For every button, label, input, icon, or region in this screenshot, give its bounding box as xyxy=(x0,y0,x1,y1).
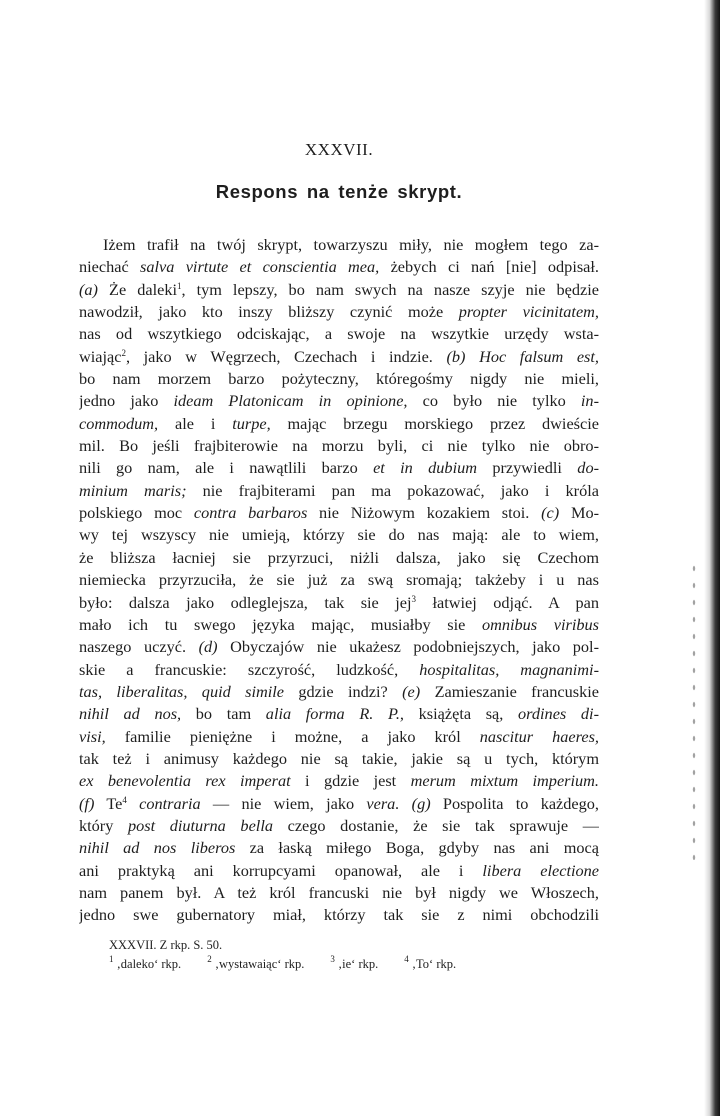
text-line xyxy=(79,457,599,479)
text-run: Pospolita to każdego, xyxy=(430,793,599,813)
text-run: bo tam xyxy=(181,704,266,724)
footnote-source: XXXVII. Z rkp. S. 50. xyxy=(109,938,223,952)
text-run: nawodził, jako kto inszy bliższy czynić może xyxy=(79,302,459,322)
text-line xyxy=(79,435,599,457)
text-run: nas od wszytkiego odciskając, a swoje na wszytkie urzędy wsta- xyxy=(79,324,599,344)
text-line xyxy=(79,748,599,770)
footnote-item xyxy=(109,955,181,974)
text-run: familie pieniężne i możne, a jako król xyxy=(105,726,480,746)
text-run: niemiecka przyrzuciła, że sie już za swą sromają; takżeby i u nas xyxy=(79,570,599,590)
latin-phrase: commodum, xyxy=(79,413,159,433)
footnote-item xyxy=(330,955,378,974)
footnote-number: 4 xyxy=(404,954,409,964)
scan-edge-shadow xyxy=(704,0,720,1116)
text-line xyxy=(79,234,599,256)
text-run: skie a francuskie: szczyrość, ludzkość, xyxy=(79,659,420,679)
text-line xyxy=(79,480,599,502)
footnote-marker: 2 xyxy=(121,347,126,358)
latin-phrase: post diuturna bella xyxy=(127,815,273,835)
text-run: mało ich tu swego języka mając, musiałby sie xyxy=(79,614,482,634)
latin-phrase: visi, xyxy=(79,726,106,746)
latin-phrase: in- xyxy=(580,391,599,411)
footnote-marker: 1 xyxy=(176,280,182,291)
text-line xyxy=(79,502,599,524)
text-run: bo nam morzem barzo pożyteczny, któregośmy nigdy nie mieli, xyxy=(79,369,599,389)
latin-phrase: propter vicinitatem, xyxy=(458,302,599,322)
latin-phrase: et in dubium xyxy=(373,458,477,478)
text-run: jedno jako xyxy=(79,391,174,411)
latin-phrase: hospitalitas, magnanimi- xyxy=(419,659,599,679)
footnote-text: ‚wystawaiąc‘ rkp. xyxy=(211,957,305,971)
text-run: tak też i animusy każdego nie są takie, jakie są u tych, którym xyxy=(79,748,599,768)
text-line xyxy=(79,659,599,681)
footnote-item xyxy=(404,955,456,974)
text-run xyxy=(127,794,139,813)
latin-phrase: (b) Hoc falsum est, xyxy=(446,346,599,366)
text-line xyxy=(79,770,599,792)
text-line xyxy=(79,346,599,368)
text-line xyxy=(79,368,599,390)
latin-phrase: contraria xyxy=(139,793,201,813)
latin-phrase: ordines di- xyxy=(518,704,599,724)
chapter-number: XXXVII. xyxy=(304,140,374,159)
text-run: — nie wiem, jako xyxy=(200,793,367,813)
footnote-number: 3 xyxy=(330,954,335,964)
text-line xyxy=(79,614,599,636)
latin-phrase: libera electione xyxy=(482,860,599,880)
latin-phrase: nihil ad nos, xyxy=(79,704,182,724)
text-line xyxy=(79,815,599,837)
text-run: mil. Bo jeśli frajbiterowie na morzu byli, ci nie tylko nie obro- xyxy=(79,436,599,456)
text-run: że bliższa łacniej sie przyrzuci, niżli dalsza, jako się Czechom xyxy=(79,547,599,567)
text-line xyxy=(79,390,599,412)
text-line xyxy=(79,279,599,301)
footnote-number: 2 xyxy=(207,954,212,964)
text-run: który xyxy=(79,815,128,835)
footnote-marker: 4 xyxy=(122,794,127,805)
text-run: czego dostanie, że sie tak sprawuje — xyxy=(272,815,599,835)
latin-phrase: contra barbaros xyxy=(193,503,308,523)
scan-dust xyxy=(690,560,698,860)
text-run: książęta są, xyxy=(403,704,519,724)
latin-phrase: ex benevolentia rex imperat xyxy=(79,771,291,791)
latin-phrase: merum mixtum imperium. xyxy=(410,771,599,791)
text-run: Mo- xyxy=(559,503,599,523)
text-run: ale i xyxy=(158,413,233,433)
latin-phrase: alia forma R. P., xyxy=(265,704,404,724)
document-title: Respons na tenże skrypt. xyxy=(215,181,463,202)
footnotes xyxy=(109,936,569,974)
text-line xyxy=(79,547,599,569)
text-run: Zamieszanie francuskie xyxy=(420,681,599,701)
latin-phrase: (c) xyxy=(541,503,560,523)
text-run: za łaską miłego Boga, gdyby nas ani mocą xyxy=(235,838,599,858)
text-line xyxy=(79,524,599,546)
footnote-text: ‚ie‘ rkp. xyxy=(334,957,379,971)
text-run: Te xyxy=(94,793,123,813)
text-run: Że daleki xyxy=(97,279,177,299)
text-line xyxy=(79,681,599,703)
text-line xyxy=(79,323,599,345)
latin-phrase: nihil ad nos liberos xyxy=(79,838,236,858)
text-run: nie frajbiterami pan ma pokazować, jako i króla xyxy=(186,480,599,500)
latin-phrase: (f) xyxy=(79,793,95,813)
text-run: łatwiej odjąć. A pan xyxy=(416,592,599,612)
text-run: nili go nam, ale i nawątlili barzo xyxy=(79,458,374,478)
text-line xyxy=(79,860,599,882)
text-run: ani praktyką ani korrupcyami opanował, ale i xyxy=(79,860,483,880)
text-line xyxy=(79,726,599,748)
text-run: , tym lepszy, bo nam swych na nasze szyje nie będzie xyxy=(181,279,599,299)
text-run: wiając xyxy=(79,346,122,366)
body-text xyxy=(79,234,599,927)
latin-phrase: (d) xyxy=(198,637,218,657)
latin-phrase: vera. xyxy=(366,793,400,813)
text-line xyxy=(79,882,599,904)
text-line xyxy=(79,413,599,435)
latin-phrase: turpe, xyxy=(232,413,271,433)
text-line xyxy=(79,569,599,591)
footnote-text: ‚daleko‘ rkp. xyxy=(113,957,182,971)
text-run: przywiedli xyxy=(477,458,578,478)
text-line xyxy=(79,904,599,926)
text-run: gdzie indzi? xyxy=(284,681,403,701)
latin-phrase: do- xyxy=(577,458,599,478)
latin-phrase: omnibus viribus xyxy=(481,614,599,634)
text-run: było: dalsza jako odleglejsza, tak sie jej xyxy=(79,592,412,612)
text-line xyxy=(79,837,599,859)
footnote-list xyxy=(109,955,569,974)
footnote-number: 1 xyxy=(109,954,114,964)
latin-phrase: (e) xyxy=(402,681,421,701)
footnote-marker: 3 xyxy=(411,593,417,604)
footnote-text: ‚To‘ rkp. xyxy=(408,957,457,971)
text-line xyxy=(79,592,599,614)
text-run: naszego uczyć. xyxy=(79,637,199,657)
text-run: i gdzie jest xyxy=(290,771,411,791)
latin-phrase: (a) xyxy=(79,279,98,299)
footnote-item xyxy=(207,955,304,974)
text-line xyxy=(79,256,599,278)
text-line xyxy=(79,301,599,323)
text-run: nie Niżowym kozakiem stoi. xyxy=(307,503,542,523)
text-line xyxy=(79,793,599,815)
latin-phrase: minium maris; xyxy=(79,480,187,500)
text-run xyxy=(399,794,411,813)
text-line xyxy=(79,703,599,725)
latin-phrase: (g) xyxy=(411,793,431,813)
text-run: Iżem trafił na twój skrypt, towarzyszu miły, nie mogłem tego za- xyxy=(103,235,599,254)
text-run: polskiego moc xyxy=(79,503,194,523)
latin-phrase: salva virtute et conscientia mea, xyxy=(140,257,380,277)
text-run: mając brzegu morskiego przez dwieście xyxy=(270,413,599,433)
latin-phrase: nascitur haeres, xyxy=(479,726,599,746)
text-run: Obyczajów nie ukażesz podobniejszych, jako pol- xyxy=(217,637,599,657)
text-run: , jako w Węgrzech, Czechach i indzie. xyxy=(125,346,447,366)
text-run: żebych ci nań [nie] odpisał. xyxy=(379,257,599,277)
text-run: nam panem był. A też król francuski nie był nigdy we Włoszech, xyxy=(79,882,599,902)
text-run: co było nie tylko xyxy=(407,391,581,411)
text-run: jedno swe gubernatory miał, którzy tak sie z nimi obchodzili xyxy=(79,905,599,925)
latin-phrase: ideam Platonicam in opinione, xyxy=(173,391,408,411)
text-run: wy tej wszyscy nie umieją, którzy sie do nas mają: ale to wiem, xyxy=(79,525,599,545)
text-run: niechać xyxy=(79,257,141,277)
page-content xyxy=(79,140,599,927)
text-line xyxy=(79,636,599,658)
latin-phrase: tas, liberalitas, quid simile xyxy=(79,681,284,701)
